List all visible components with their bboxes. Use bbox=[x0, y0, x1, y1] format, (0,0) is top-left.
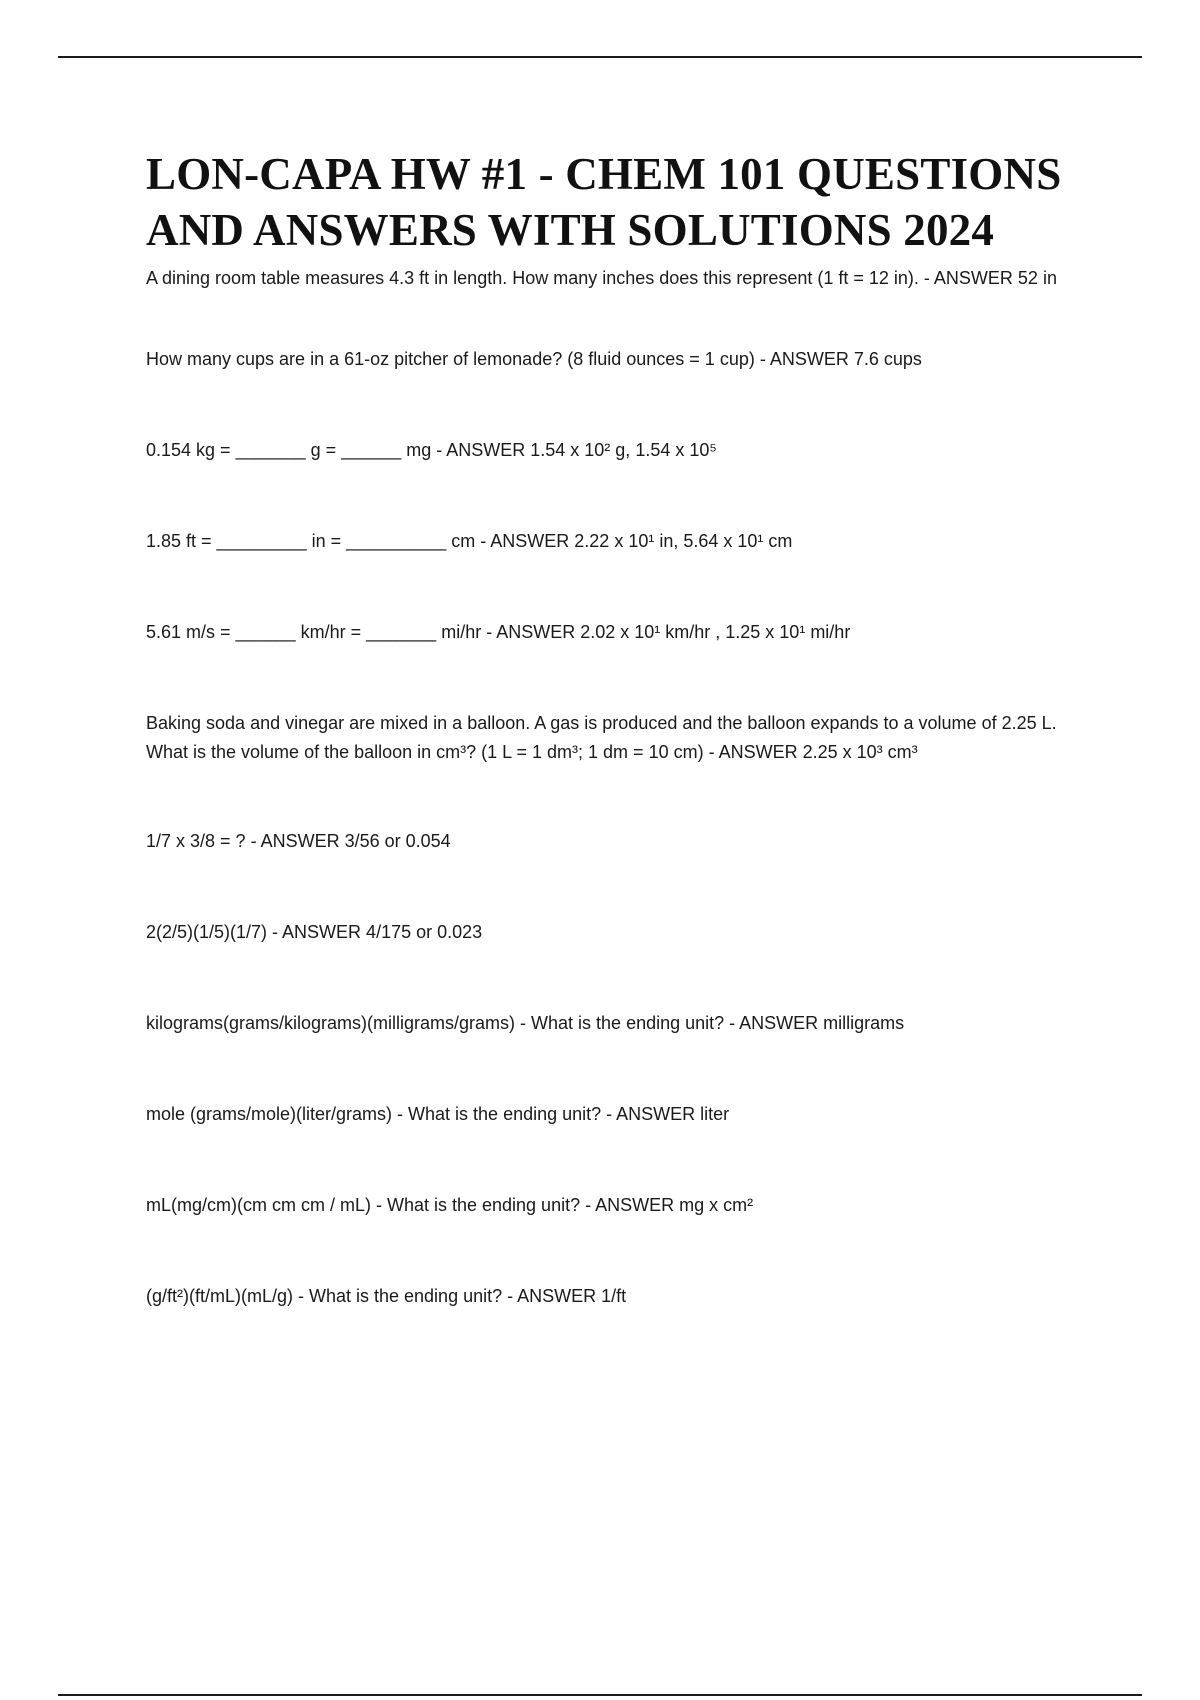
qa-item-5: 5.61 m/s = ______ km/hr = _______ mi/hr - ANSWER 2.02 x 10¹ km/hr , 1.25 x 10¹ mi/hr bbox=[146, 622, 851, 642]
document-body bbox=[146, 146, 1086, 1311]
qa-item-2: How many cups are in a 61-oz pitcher of lemonade? (8 fluid ounces = 1 cup) - ANSWER 7.6 cups bbox=[146, 349, 922, 369]
qa-item-12: (g/ft²)(ft/mL)(mL/g) - What is the ending unit? - ANSWER 1/ft bbox=[146, 1286, 627, 1306]
qa-list bbox=[146, 264, 1086, 1311]
qa-item-6: Baking soda and vinegar are mixed in a balloon. A gas is produced and the balloon expands to a volume of 2.25 L. What is the volume of the balloon in cm³? (1 L = 1 dm³; 1 dm = 10 cm) - ANSWER 2.25 x 10³ cm³ bbox=[146, 713, 1062, 762]
qa-item-4: 1.85 ft = _________ in = __________ cm - ANSWER 2.22 x 10¹ in, 5.64 x 10¹ cm bbox=[146, 531, 793, 551]
qa-item-8: 2(2/5)(1/5)(1/7) - ANSWER 4/175 or 0.023 bbox=[146, 922, 483, 942]
qa-item-9: kilograms(grams/kilograms)(milligrams/grams) - What is the ending unit? - ANSWER milligrams bbox=[146, 1013, 905, 1033]
qa-item-11: mL(mg/cm)(cm cm cm / mL) - What is the ending unit? - ANSWER mg x cm² bbox=[146, 1195, 754, 1215]
qa-item-1: A dining room table measures 4.3 ft in length. How many inches does this represent (1 ft = 12 in). - ANSWER 52 in bbox=[146, 268, 1057, 288]
top-divider bbox=[58, 56, 1142, 58]
bottom-divider bbox=[58, 1694, 1142, 1696]
qa-item-10: mole (grams/mole)(liter/grams) - What is the ending unit? - ANSWER liter bbox=[146, 1104, 730, 1124]
document-title: LON-CAPA HW #1 - CHEM 101 QUESTIONS AND ANSWERS WITH SOLUTIONS 2024 bbox=[146, 149, 1062, 255]
qa-item-7: 1/7 x 3/8 = ? - ANSWER 3/56 or 0.054 bbox=[146, 831, 451, 851]
qa-item-3: 0.154 kg = _______ g = ______ mg - ANSWER 1.54 x 10² g, 1.54 x 10⁵ bbox=[146, 440, 717, 460]
